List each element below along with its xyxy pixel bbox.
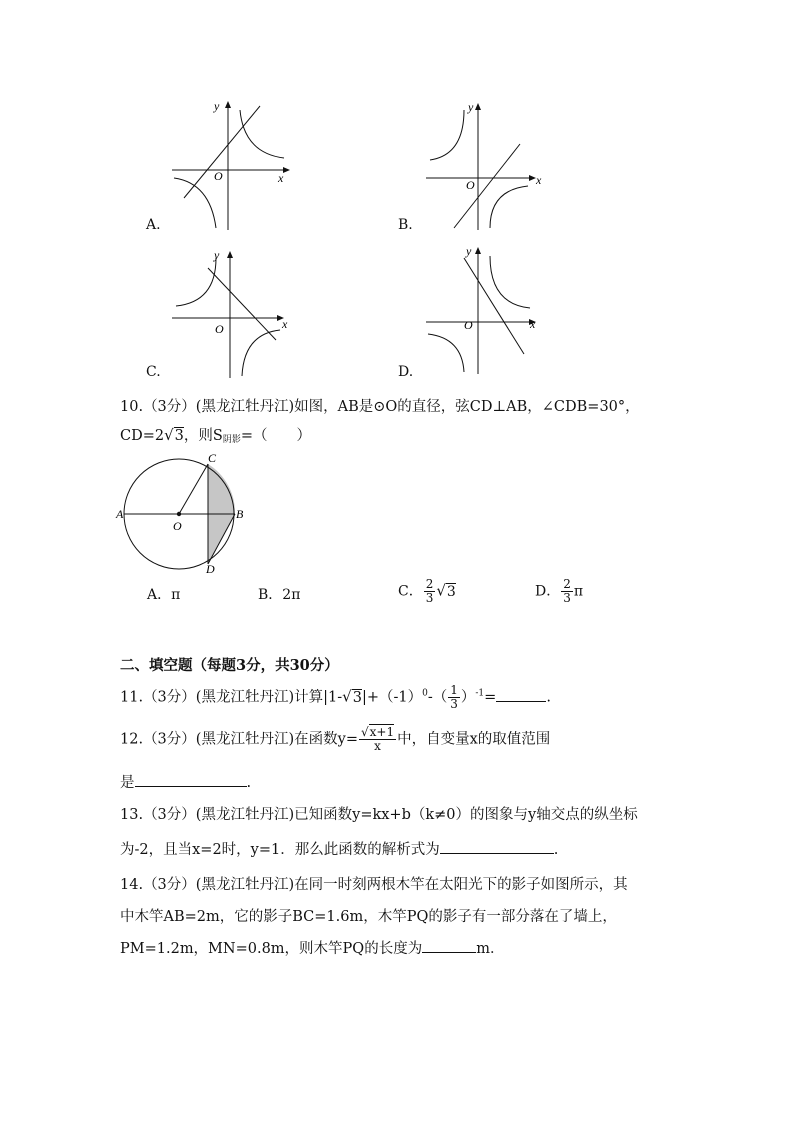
point-a-label: A	[116, 507, 124, 521]
q13-line1: 13.（3分）(黑龙江牡丹江)已知函数y=kx+b（k≠0）的图象与y轴交点的纵坐标	[120, 807, 638, 823]
graph-b	[424, 100, 549, 235]
q12-line2: 是 .	[120, 771, 251, 792]
x-axis-label: x	[530, 317, 536, 331]
origin-label: O	[215, 322, 224, 336]
point-d-label: D	[206, 562, 215, 576]
origin-label: O	[466, 178, 475, 192]
q14-line1: 14.（3分）(黑龙江牡丹江)在同一时刻两根木竿在太阳光下的影子如图所示，其	[120, 877, 628, 893]
x-axis-label: x	[278, 171, 284, 185]
q10-option-a: A．π	[147, 587, 181, 603]
option-b-label: B.	[398, 217, 413, 233]
q10-line1: 10.（3分）(黑龙江牡丹江)如图，AB是⊙O的直径，弦CD⊥AB，∠CDB=30°，	[120, 399, 640, 415]
q14-answer-blank[interactable]	[422, 938, 476, 953]
circle-figure	[116, 450, 256, 575]
option-c-label: C.	[146, 364, 161, 380]
section-2-heading: 二、填空题（每题3分，共30分）	[120, 657, 339, 674]
point-b-label: B	[236, 507, 244, 521]
point-o-label: O	[173, 519, 182, 533]
graph-a	[170, 98, 295, 233]
origin-label: O	[464, 318, 473, 332]
graph-c	[170, 248, 295, 383]
q13-line2: 为-2，且当x=2时，y=1．那么此函数的解析式为 .	[120, 838, 558, 859]
origin-label: O	[214, 169, 223, 183]
q10-option-b: B．2π	[258, 587, 301, 603]
q12-answer-blank[interactable]	[135, 772, 247, 787]
q13-answer-blank[interactable]	[440, 839, 554, 854]
y-axis-label: y	[214, 99, 220, 113]
q10-line2: CD=2√3，则$S_{阴影}=$（ ）	[120, 426, 312, 445]
x-axis-label: x	[536, 173, 542, 187]
option-a-label: A.	[146, 217, 161, 233]
x-axis-label: x	[282, 317, 288, 331]
y-axis-label: y	[214, 248, 220, 262]
graph-d	[424, 244, 549, 379]
q14-line3: PM=1.2m，MN=0.8m，则木竿PQ的长度为 m．	[120, 937, 504, 958]
q14-line2: 中木竿AB=2m，它的影子BC=1.6m，木竿PQ的影子有一部分落在了墙上，	[120, 909, 617, 925]
point-c-label: C	[208, 451, 217, 465]
q10-option-d: D． $\frac{2}{3}$ π	[535, 577, 584, 605]
option-d-label: D.	[398, 364, 414, 380]
q12-line1: 12.（3分）(黑龙江牡丹江)在函数y= $\frac{√x+1}{x}$ 中，自变量x的取值范围	[120, 725, 551, 753]
y-axis-label: y	[466, 244, 472, 258]
q11-answer-blank[interactable]	[496, 687, 546, 702]
q11-line: 11.（3分）(黑龙江牡丹江)计算$|1-√3|+(-1)^0-$（ $\frac{1}{3}$ ）$^{-1}$= .	[120, 683, 551, 711]
y-axis-label: y	[468, 100, 474, 114]
q10-option-c: C． $\frac{2}{3}$ √3	[398, 577, 456, 605]
